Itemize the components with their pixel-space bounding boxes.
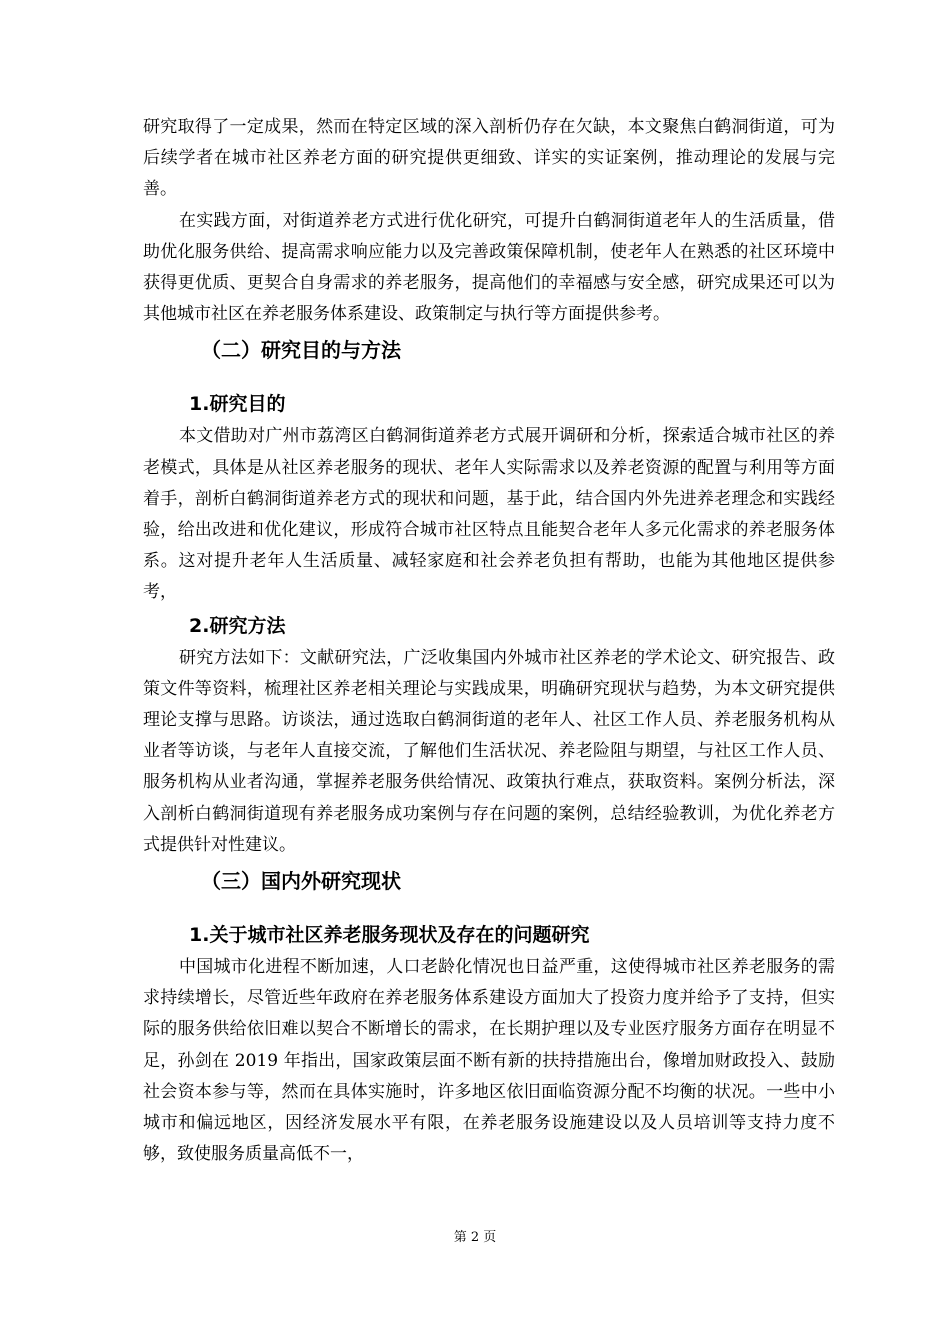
document-body [143,112,835,1170]
subheading-community-elderly-care-status: 1.关于城市社区养老服务现状及存在的问题研究 [189,924,590,947]
paragraph-research-purpose: 本文借助对广州市荔湾区白鹤洞街道养老方式展开调研和分析，探索适合城市社区的养老模式，具体是从社区养老服务的现状、老年人实际需求以及养老资源的配置与利用等方面着手，剖析白鹤洞街道养老方式的现状和问题，基于此，结合国内外先进养老理念和实践经验，给出改进和优化建议，形成符合城市社区特点且能契合老年人多元化需求的养老服务体系。这对提升老年人生活质量、减轻家庭和社会养老负担有帮助，也能为其他地区提供参考， [143,426,835,603]
subheading-research-methods: 2.研究方法 [189,614,286,637]
paragraph-research-methods: 研究方法如下：文献研究法，广泛收集国内外城市社区养老的学术论文、研究报告、政策文件等资料，梳理社区养老相关理论与实践成果，明确研究现状与趋势，为本文研究提供理论支撑与思路。访谈法，通过选取白鹤洞街道的老年人、社区工作人员、养老服务机构从业者等访谈，与老年人直接交流，了解他们生活状况、养老险阻与期望，与社区工作人员、服务机构从业者沟通，掌握养老服务供给情况、政策执行难点，获取资料。案例分析法，深入剖析白鹤洞街道现有养老服务成功案例与存在问题的案例，总结经验教训，为优化养老方式提供针对性建议。 [143,647,835,855]
paragraph-community-elderly-care-status: 中国城市化进程不断加速，人口老龄化情况也日益严重，这使得城市社区养老服务的需求持续增长，尽管近些年政府在养老服务体系建设方面加大了投资力度并给予了支持，但实际的服务供给依旧难以契合不断增长的需求，在长期护理以及专业医疗服务方面存在明显不足，孙剑在 2019 年指出，国家政策层面不断有新的扶持措施出台，像增加财政投入、鼓励社会资本参与等，然而在具体实施时，许多地区依旧面临资源分配不均衡的状况。一些中小城市和偏远地区，因经济发展水平有限，在养老服务设施建设以及人员培训等支持力度不够，致使服务质量高低不一， [143,957,835,1165]
spacer [143,370,835,387]
section-heading-literature-review: （三）国内外研究现状 [201,869,401,894]
page-number-footer: 第 2 页 [453,1230,497,1245]
paragraph-intro-continued: 研究取得了一定成果，然而在特定区域的深入剖析仍存在欠缺，本文聚焦白鹤洞街道，可为后续学者在城市社区养老方面的研究提供更细致、详实的实证案例，推动理论的发展与完善。 [143,117,835,200]
paragraph-practice-significance: 在实践方面，对街道养老方式进行优化研究，可提升白鹤洞街道老年人的生活质量，借助优化服务供给、提高需求响应能力以及完善政策保障机制，使老年人在熟悉的社区环境中获得更优质、更契合自身需求的养老服务，提高他们的幸福感与安全感，研究成果还可以为其他城市社区在养老服务体系建设、政策制定与执行等方面提供参考。 [143,210,835,325]
spacer [143,901,835,918]
section-heading-purpose-methods: （二）研究目的与方法 [201,338,401,363]
subheading-research-purpose: 1.研究目的 [189,393,286,416]
